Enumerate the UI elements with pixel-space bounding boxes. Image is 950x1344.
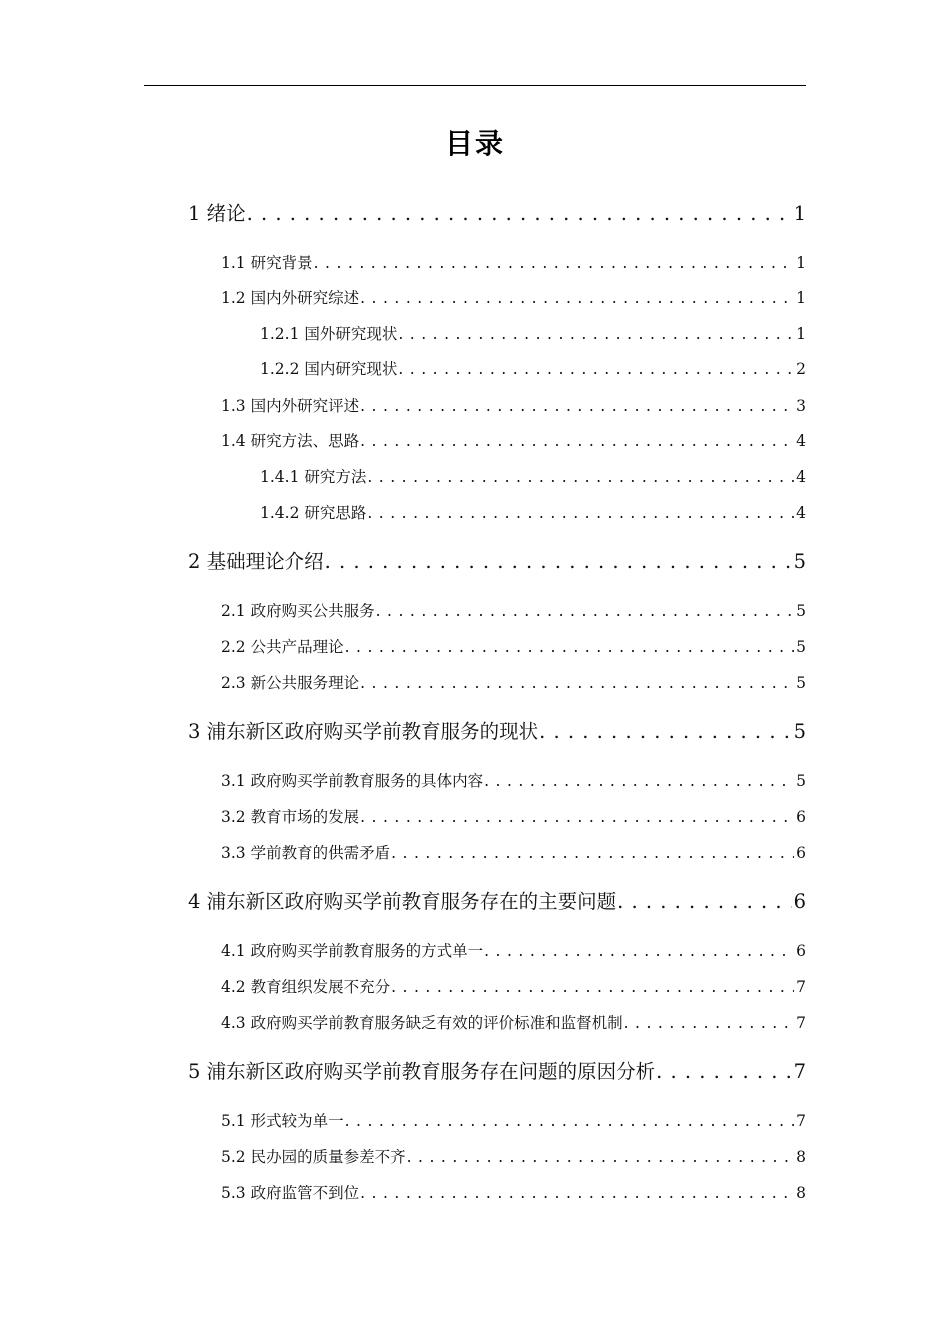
toc-entry-page: 1: [796, 325, 806, 343]
toc-entry-label: 3.1 政府购买学前教育服务的具体内容: [221, 772, 484, 790]
toc-entry-1-2[interactable]: [221, 286, 806, 308]
toc-entry-5[interactable]: [188, 1056, 806, 1084]
toc-entry-label: 4 浦东新区政府购买学前教育服务存在的主要问题: [188, 890, 617, 913]
toc-leader-dots: [484, 772, 794, 790]
toc-entry-2-2[interactable]: [221, 635, 806, 657]
toc-entry-label: 3.3 学前教育的供需矛盾: [221, 844, 391, 862]
toc-entry-page: 1: [796, 254, 806, 272]
toc-entry-2-3[interactable]: [221, 671, 806, 693]
toc-leader-dots: [484, 942, 794, 960]
toc-leader-dots: [367, 468, 794, 486]
toc-entry-label: 1.3 国内外研究评述: [221, 397, 360, 415]
toc-entry-page: 5: [793, 720, 806, 743]
toc-entry-page: 8: [796, 1148, 806, 1166]
toc-leader-dots: [360, 808, 794, 826]
toc-entry-page: 6: [796, 942, 806, 960]
toc-entry-label: 2.2 公共产品理论: [221, 638, 344, 656]
toc-leader-dots: [360, 432, 794, 450]
toc-leader-dots: [407, 1148, 795, 1166]
toc-entry-1-2-1[interactable]: [260, 322, 806, 344]
toc-entry-label: 2 基础理论介绍: [188, 550, 324, 573]
toc-entry-4-1[interactable]: [221, 939, 806, 961]
toc-leader-dots: [656, 1060, 791, 1083]
toc-entry-page: 6: [793, 890, 806, 913]
toc-title: 目录: [444, 127, 505, 160]
toc-entry-label: 2.1 政府购买公共服务: [221, 602, 375, 620]
toc-entry-label: 1.1 研究背景: [221, 254, 313, 272]
toc-leader-dots: [360, 674, 794, 692]
toc-entry-2-1[interactable]: [221, 599, 806, 621]
toc-entry-label: 1.4 研究方法、思路: [221, 432, 360, 450]
toc-entry-page: 4: [796, 432, 806, 450]
toc-leader-dots: [360, 1184, 794, 1202]
toc-entry-1-1[interactable]: [221, 251, 806, 273]
toc-entry-label: 1.2.1 国外研究现状: [260, 325, 398, 343]
toc-leader-dots: [539, 720, 791, 743]
toc-leader-dots: [367, 504, 794, 522]
toc-entry-5-1[interactable]: [221, 1109, 806, 1131]
toc-entry-page: 7: [796, 1014, 806, 1032]
toc-entry-label: 4.2 教育组织发展不充分: [221, 978, 391, 996]
toc-leader-dots: [345, 1112, 795, 1130]
toc-entry-page: 8: [796, 1184, 806, 1202]
toc-leader-dots: [360, 289, 794, 307]
toc-leader-dots: [391, 844, 794, 862]
toc-entry-page: 5: [793, 550, 806, 573]
toc-entry-3-1[interactable]: [221, 769, 806, 791]
toc-entry-label: 5.1 形式较为单一: [221, 1112, 344, 1130]
toc-entry-page: 7: [796, 978, 806, 996]
toc-entry-5-2[interactable]: [221, 1145, 806, 1167]
toc-entry-page: 1: [796, 289, 806, 307]
toc-entry-page: 7: [796, 1112, 806, 1130]
toc-entry-1-4[interactable]: [221, 429, 806, 451]
toc-entry-label: 4.1 政府购买学前教育服务的方式单一: [221, 942, 484, 960]
toc-entry-label: 1.4.2 研究思路: [260, 504, 367, 522]
toc-leader-dots: [398, 325, 794, 343]
toc-leader-dots: [624, 1014, 795, 1032]
toc-entry-3[interactable]: [188, 716, 806, 744]
toc-entry-page: 7: [793, 1060, 806, 1083]
toc-entry-1-4-1[interactable]: [260, 465, 806, 487]
toc-leader-dots: [314, 254, 795, 272]
toc-entry-page: 5: [796, 772, 806, 790]
toc-entry-page: 5: [796, 638, 806, 656]
toc-entry-page: 4: [796, 504, 806, 522]
toc-entry-label: 1.2 国内外研究综述: [221, 289, 360, 307]
toc-entry-label: 1.4.1 研究方法: [260, 468, 367, 486]
toc-entry-label: 1 绪论: [188, 202, 246, 225]
toc-leader-dots: [376, 602, 795, 620]
toc-entry-label: 5.3 政府监管不到位: [221, 1184, 360, 1202]
toc-entry-3-2[interactable]: [221, 805, 806, 827]
toc-entry-2[interactable]: [188, 546, 806, 574]
toc-entry-page: 4: [796, 468, 806, 486]
header-rule: [144, 85, 806, 86]
toc-entry-4[interactable]: [188, 886, 806, 914]
toc-entry-3-3[interactable]: [221, 841, 806, 863]
toc-entry-5-3[interactable]: [221, 1181, 806, 1203]
toc-leader-dots: [617, 890, 791, 913]
toc-leader-dots: [391, 978, 794, 996]
toc-entry-1[interactable]: [188, 198, 806, 226]
toc-entry-page: 5: [796, 674, 806, 692]
toc-leader-dots: [247, 202, 792, 225]
toc-entry-label: 1.2.2 国内研究现状: [260, 360, 398, 378]
toc-entry-1-2-2[interactable]: [260, 357, 806, 379]
toc-entry-4-3[interactable]: [221, 1011, 806, 1033]
toc-entry-label: 3.2 教育市场的发展: [221, 808, 360, 826]
toc-entry-label: 2.3 新公共服务理论: [221, 674, 360, 692]
toc-entry-label: 4.3 政府购买学前教育服务缺乏有效的评价标准和监督机制: [221, 1014, 623, 1032]
toc-leader-dots: [360, 397, 794, 415]
toc-entry-page: 6: [796, 808, 806, 826]
toc-leader-dots: [398, 360, 794, 378]
toc-leader-dots: [325, 550, 792, 573]
toc-entry-label: 3 浦东新区政府购买学前教育服务的现状: [188, 720, 539, 743]
toc-entry-page: 2: [796, 360, 806, 378]
toc-entry-1-3[interactable]: [221, 394, 806, 416]
toc-leader-dots: [345, 638, 795, 656]
toc-entry-label: 5.2 民办园的质量参差不齐: [221, 1148, 406, 1166]
toc-entry-page: 1: [793, 202, 806, 225]
toc-entry-4-2[interactable]: [221, 975, 806, 997]
toc-entry-page: 6: [796, 844, 806, 862]
toc-entry-label: 5 浦东新区政府购买学前教育服务存在问题的原因分析: [188, 1060, 656, 1083]
toc-entry-page: 5: [796, 602, 806, 620]
toc-entry-1-4-2[interactable]: [260, 501, 806, 523]
toc-entry-page: 3: [796, 397, 806, 415]
